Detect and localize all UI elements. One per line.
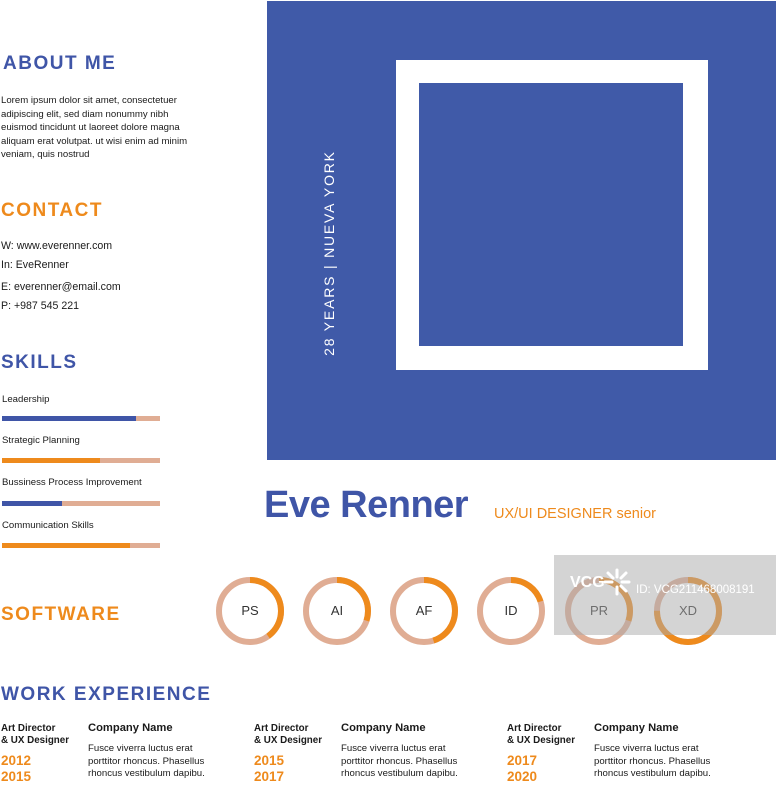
skill-bar [2,458,160,463]
contact-instagram[interactable]: In: EveRenner [1,259,69,271]
job-desc-line: Fusce viverra luctus erat [88,743,193,754]
job-title [254,723,322,747]
job-year-end: 2020 [507,769,538,784]
contact-web[interactable]: W: www.everenner.com [1,240,113,252]
job-desc-line: Fusce viverra luctus erat [594,743,699,754]
skill-bar-fill [2,458,100,463]
about-line: aliquam erat volutpat. ut wisi enim ad minim [1,135,188,147]
job-desc-line: rhoncus vestibulum dapibu. [88,768,205,779]
about-line: euismod tincidunt ut laoreet dolore magna [1,122,180,133]
skill-bar-fill [2,543,130,548]
job-years [254,753,284,785]
skills-heading: SKILLS [1,352,78,373]
contact-phone: P: +987 545 221 [1,300,80,312]
software-label: ID [504,603,518,618]
job-title-line: & UX Designer [254,735,323,746]
person-name: Eve Renner [264,484,469,526]
job-title-line: & UX Designer [507,735,576,746]
job-description [594,743,711,781]
person-role: UX/UI DESIGNER senior [494,506,656,522]
skill-bar [2,416,160,421]
about-line: adipiscing elit, sed diam nonummy nibh [1,108,169,120]
company-name: Company Name [88,722,173,734]
company-name: Company Name [341,722,426,734]
job-title-line: Art Director [1,723,56,734]
job-year-start: 2012 [1,753,32,768]
skill-label: Leadership [2,394,50,405]
watermark-id: ID: VCG211468008191 [636,584,755,596]
software-ring [389,576,459,646]
skill-bar [2,543,160,548]
skill-label: Communication Skills [2,520,94,531]
contact-email[interactable]: E: everenner@email.com [1,281,121,293]
job-description [88,743,205,781]
job-year-end: 2017 [254,769,285,784]
job-desc-line: Fusce viverra luctus erat [341,743,446,754]
skill-bar-fill [2,501,62,506]
skill-label: Bussiness Process Improvement [2,477,142,488]
job-years [507,753,537,785]
about-line: Lorem ipsum dolor sit amet, consectetuer [1,95,177,106]
job-title-line: Art Director [507,723,562,734]
about-text [1,94,187,162]
job-year-start: 2015 [254,753,285,768]
job-title-line: Art Director [254,723,309,734]
watermark-logo: VCG [570,574,605,591]
job-desc-line: porttitor rhoncus. Phasellus [341,755,458,767]
company-name: Company Name [594,722,679,734]
software-label: PS [241,603,259,618]
job-title [507,723,575,747]
job-years [1,753,31,785]
job-title [1,723,69,747]
job-desc-line: porttitor rhoncus. Phasellus [594,755,711,767]
contact-heading: CONTACT [1,200,103,221]
software-label: AI [330,603,344,618]
job-description [341,743,458,781]
photo-placeholder [419,83,683,346]
software-heading: SOFTWARE [1,604,121,625]
skill-label: Strategic Planning [2,435,80,446]
age-location-text: 28 YEARS | NUEVA YORK [321,150,337,356]
skill-bar-fill [2,416,136,421]
job-year-start: 2017 [507,753,538,768]
software-ring [215,576,285,646]
software-label: AF [415,603,433,618]
job-desc-line: rhoncus vestibulum dapibu. [341,768,458,779]
watermark-burst-icon [603,568,631,596]
software-ring [476,576,546,646]
job-year-end: 2015 [1,769,32,784]
software-ring [302,576,372,646]
work-heading: WORK EXPERIENCE [1,684,212,705]
job-desc-line: rhoncus vestibulum dapibu. [594,768,711,779]
about-heading: ABOUT ME [3,53,117,74]
skill-bar [2,501,160,506]
job-title-line: & UX Designer [1,735,70,746]
about-line: veniam, quis nostrud [1,149,90,160]
job-desc-line: porttitor rhoncus. Phasellus [88,755,205,767]
